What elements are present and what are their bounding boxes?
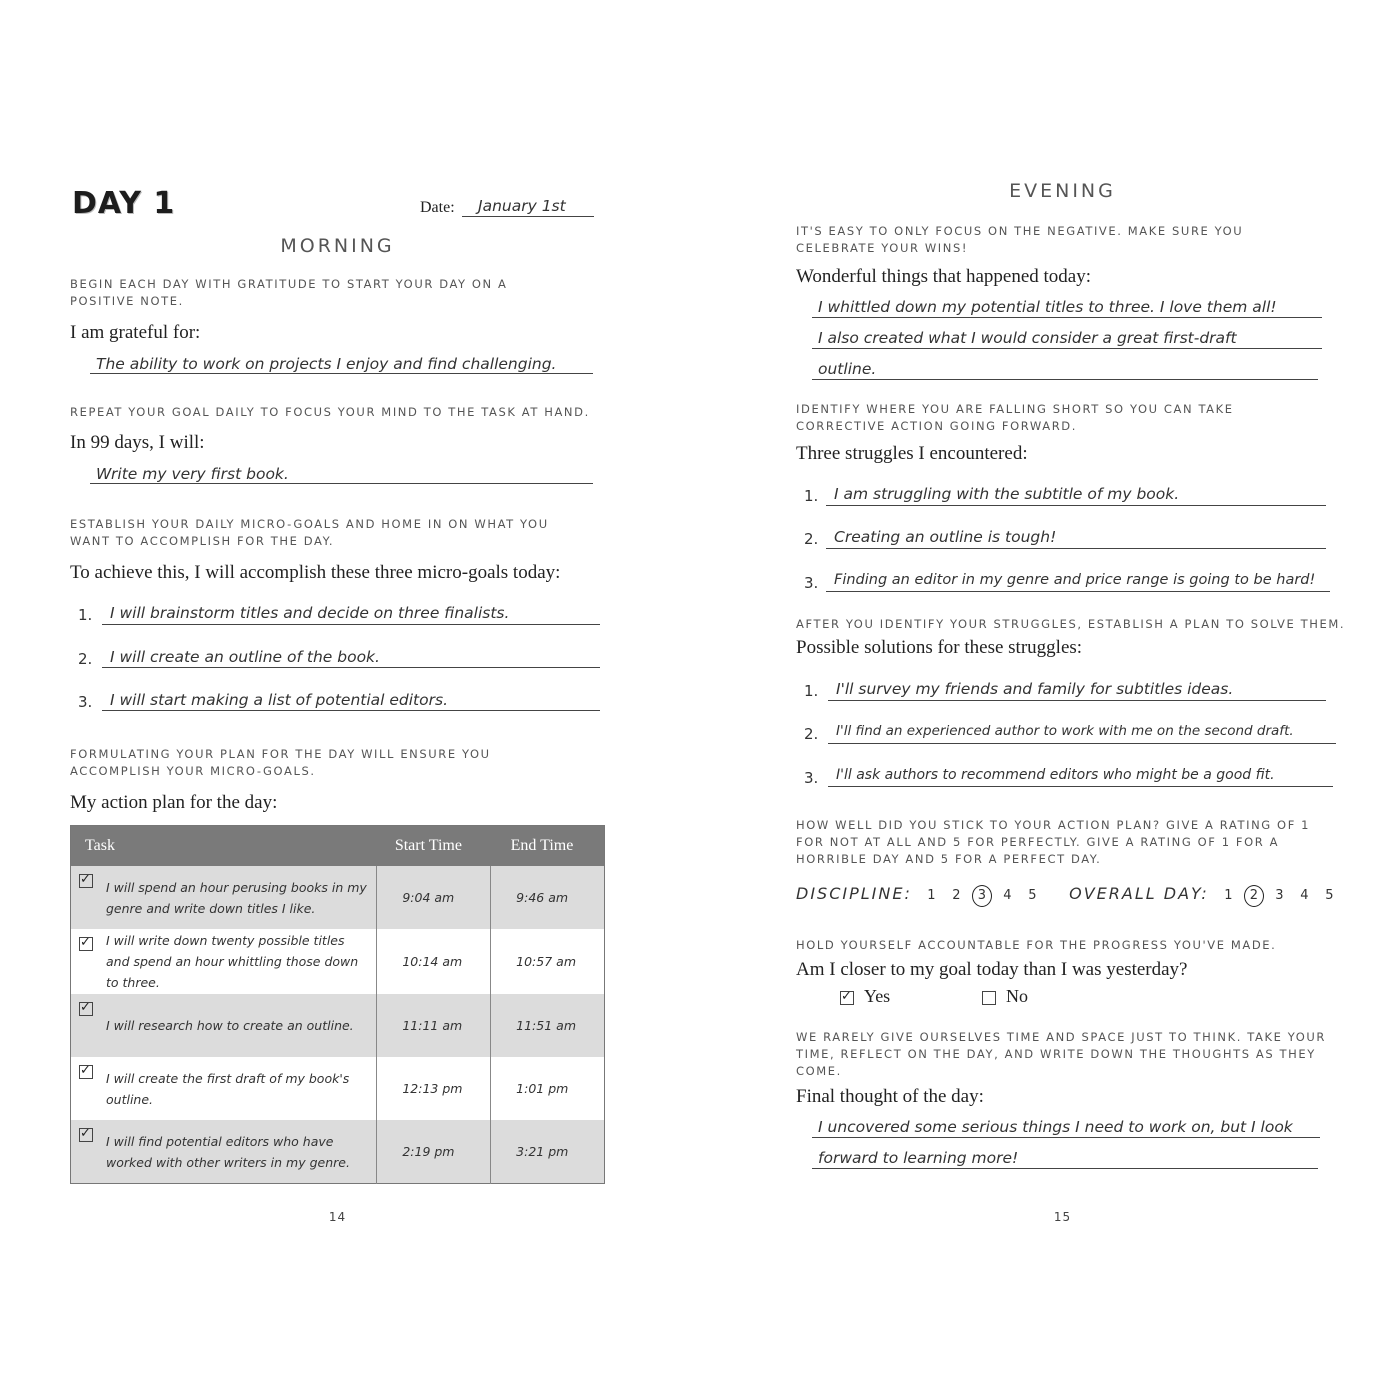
start-time-cell xyxy=(377,866,491,929)
no-label: No xyxy=(1006,986,1028,1006)
evening-section-title: EVENING xyxy=(1009,180,1116,202)
gratitude-line xyxy=(90,373,593,374)
wins-line xyxy=(812,317,1322,318)
discipline-rating-1[interactable]: 1 xyxy=(927,888,936,903)
checkbox-empty-icon[interactable] xyxy=(982,991,996,1005)
task-text: I will find potential editors who have worked with other writers in my genre. xyxy=(106,1133,350,1170)
yes-label: Yes xyxy=(864,986,891,1006)
overall-rating-2-selected[interactable]: 2 xyxy=(1244,885,1264,907)
date-line xyxy=(462,216,594,217)
struggle-text: Finding an editor in my genre and price range is going to be hard! xyxy=(834,572,1316,588)
task-cell xyxy=(71,1120,377,1184)
solutions-prompt: Possible solutions for these struggles: xyxy=(796,637,1083,658)
discipline-rating-2[interactable]: 2 xyxy=(952,888,961,903)
wins-instruction: IT'S EASY TO ONLY FOCUS ON THE NEGATIVE. MAKE SURE YOU CELEBRATE YOUR WINS! xyxy=(796,224,1244,255)
solution-text: I'll ask authors to recommend editors who might be a good fit. xyxy=(836,767,1275,783)
end-time: 1:01 pm xyxy=(516,1081,569,1096)
yes-option[interactable] xyxy=(840,986,890,1007)
final-thought-instruction: WE RARELY GIVE OURSELVES TIME AND SPACE JUST TO THINK. TAKE YOUR TIME, REFLECT ON THE DAY, AND WRITE DOWN THE THOUGHTS AS THEY COME. xyxy=(796,1030,1326,1078)
struggle-line xyxy=(826,548,1326,549)
final-thought-line-text: I uncovered some serious things I need to work on, but I look xyxy=(818,1118,1293,1136)
micro-goals-prompt: To achieve this, I will accomplish these three micro-goals today: xyxy=(70,562,561,583)
discipline-rating-3-selected[interactable]: 3 xyxy=(972,885,992,907)
discipline-label: DISCIPLINE: xyxy=(796,884,912,903)
morning-section-title: MORNING xyxy=(280,235,395,257)
struggles-instruction: IDENTIFY WHERE YOU ARE FALLING SHORT SO YOU CAN TAKE CORRECTIVE ACTION GOING FORWARD. xyxy=(796,402,1234,433)
struggle-line xyxy=(826,591,1330,592)
overall-day-scale xyxy=(1216,884,1342,903)
date-label: Date: xyxy=(420,199,455,216)
start-time: 12:13 pm xyxy=(402,1081,463,1096)
wins-line xyxy=(812,379,1318,380)
struggle-number: 1. xyxy=(804,487,819,505)
end-time: 10:57 am xyxy=(516,954,576,969)
struggle-text: I am struggling with the subtitle of my book. xyxy=(834,485,1180,503)
task-header: Task xyxy=(71,826,377,867)
solution-text: I'll survey my friends and family for subtitles ideas. xyxy=(836,680,1234,698)
start-time-cell xyxy=(377,1057,491,1120)
final-thought-line xyxy=(812,1168,1318,1169)
goal-prompt: In 99 days, I will: xyxy=(70,432,205,453)
start-time: 10:14 am xyxy=(402,954,463,969)
table-row xyxy=(71,1120,605,1184)
page-number: 14 xyxy=(328,1210,347,1224)
end-time-cell xyxy=(491,1120,605,1184)
start-time-header: Start Time xyxy=(377,826,491,867)
end-time-cell xyxy=(491,866,605,929)
end-time-cell xyxy=(491,1057,605,1120)
micro-goal-text: I will brainstorm titles and decide on three finalists. xyxy=(110,604,510,622)
wins-line-text: outline. xyxy=(818,360,877,378)
wins-prompt: Wonderful things that happened today: xyxy=(796,266,1092,287)
checkbox-checked-icon[interactable]: ✓ xyxy=(79,1002,93,1016)
end-time-cell xyxy=(491,929,605,994)
start-time: 2:19 pm xyxy=(402,1144,455,1159)
final-thought-line xyxy=(812,1137,1320,1138)
goal-instruction: REPEAT YOUR GOAL DAILY TO FOCUS YOUR MIND TO THE TASK AT HAND. xyxy=(70,405,590,419)
end-time-cell xyxy=(491,994,605,1057)
wins-line-text: I whittled down my potential titles to three. I love them all! xyxy=(818,298,1277,316)
wins-line xyxy=(812,348,1322,349)
gratitude-instruction: BEGIN EACH DAY WITH GRATITUDE TO START YOUR DAY ON A POSITIVE NOTE. xyxy=(70,277,508,308)
micro-goals-instruction: ESTABLISH YOUR DAILY MICRO-GOALS AND HOME IN ON WHAT YOU WANT TO ACCOMPLISH FOR THE DAY. xyxy=(70,517,549,548)
rating-row xyxy=(796,884,1342,907)
overall-rating-3[interactable]: 3 xyxy=(1275,888,1284,903)
checkbox-checked-icon[interactable]: ✓ xyxy=(840,991,854,1005)
rating-instruction: HOW WELL DID YOU STICK TO YOUR ACTION PLAN? GIVE A RATING OF 1 FOR NOT AT ALL AND 5 FOR PERFECTLY. GIVE A RATING OF 1 FOR A HORRIBLE DAY AND 5 FOR A PERFECT DAY. xyxy=(796,818,1311,866)
task-cell xyxy=(71,1057,377,1120)
solution-number: 1. xyxy=(804,682,819,700)
start-time: 11:11 am xyxy=(402,1018,463,1033)
solution-number: 2. xyxy=(804,725,819,743)
task-text: I will write down twenty possible titles and spend an hour whittling those down to three. xyxy=(106,933,359,990)
micro-goal-line xyxy=(102,710,600,711)
task-cell xyxy=(71,866,377,929)
discipline-rating-4[interactable]: 4 xyxy=(1003,888,1012,903)
overall-rating-4[interactable]: 4 xyxy=(1300,888,1309,903)
micro-goal-text: I will create an outline of the book. xyxy=(110,648,380,666)
start-time-cell xyxy=(377,1120,491,1184)
start-time: 9:04 am xyxy=(402,890,455,905)
solution-line xyxy=(828,786,1333,787)
start-time-cell xyxy=(377,994,491,1057)
gratitude-answer: The ability to work on projects I enjoy and find challenging. xyxy=(96,355,557,373)
day-title: DAY 1 xyxy=(72,186,176,221)
discipline-scale xyxy=(919,884,1045,903)
action-plan-table xyxy=(70,825,605,1184)
task-cell xyxy=(71,929,377,994)
task-text: I will research how to create an outline. xyxy=(106,1018,354,1033)
accountability-instruction: HOLD YOURSELF ACCOUNTABLE FOR THE PROGRESS YOU'VE MADE. xyxy=(796,938,1277,952)
struggle-line xyxy=(826,505,1326,506)
checkbox-checked-icon[interactable]: ✓ xyxy=(79,1065,93,1079)
table-header-row xyxy=(71,826,605,867)
start-time-cell xyxy=(377,929,491,994)
final-thought-prompt: Final thought of the day: xyxy=(796,1086,984,1107)
end-time: 9:46 am xyxy=(516,890,569,905)
right-page xyxy=(796,0,1346,1400)
micro-goal-number: 2. xyxy=(78,650,93,668)
table-row xyxy=(71,1057,605,1120)
date-value: January 1st xyxy=(478,197,566,215)
micro-goal-line xyxy=(102,624,600,625)
solutions-instruction: AFTER YOU IDENTIFY YOUR STRUGGLES, ESTABLISH A PLAN TO SOLVE THEM. xyxy=(796,617,1346,631)
solution-line xyxy=(828,743,1336,744)
wins-line-text: I also created what I would consider a great first-draft xyxy=(818,329,1237,347)
checkbox-checked-icon[interactable]: ✓ xyxy=(79,937,93,951)
overall-rating-1[interactable]: 1 xyxy=(1224,888,1233,903)
goal-answer: Write my very first book. xyxy=(96,465,289,483)
micro-goal-number: 3. xyxy=(78,693,93,711)
action-plan-prompt: My action plan for the day: xyxy=(70,792,278,813)
goal-line xyxy=(90,483,593,484)
struggles-prompt: Three struggles I encountered: xyxy=(796,443,1028,464)
page-number: 15 xyxy=(1053,1210,1072,1224)
overall-day-label: OVERALL DAY: xyxy=(1069,884,1209,903)
task-text: I will create the first draft of my book's outline. xyxy=(106,1070,350,1107)
solution-text: I'll find an experienced author to work with me on the second draft. xyxy=(836,723,1294,739)
micro-goal-number: 1. xyxy=(78,606,93,624)
task-text: I will spend an hour perusing books in my genre and write down titles I like. xyxy=(106,879,367,916)
struggle-number: 2. xyxy=(804,530,819,548)
struggle-number: 3. xyxy=(804,574,819,592)
table-row xyxy=(71,994,605,1057)
no-option[interactable] xyxy=(982,986,1028,1007)
solution-line xyxy=(828,700,1326,701)
overall-rating-5[interactable]: 5 xyxy=(1325,888,1334,903)
gratitude-prompt: I am grateful for: xyxy=(70,322,201,343)
accountability-prompt: Am I closer to my goal today than I was yesterday? xyxy=(796,959,1188,980)
table-row xyxy=(71,929,605,994)
end-time: 3:21 pm xyxy=(516,1144,569,1159)
end-time-header: End Time xyxy=(491,826,605,867)
task-cell xyxy=(71,994,377,1057)
solution-number: 3. xyxy=(804,769,819,787)
final-thought-line-text: forward to learning more! xyxy=(818,1149,1019,1167)
micro-goal-text: I will start making a list of potential editors. xyxy=(110,691,448,709)
checkbox-checked-icon[interactable]: ✓ xyxy=(79,1128,93,1142)
checkbox-checked-icon[interactable]: ✓ xyxy=(79,874,93,888)
end-time: 11:51 am xyxy=(516,1018,576,1033)
micro-goal-line xyxy=(102,667,600,668)
struggle-text: Creating an outline is tough! xyxy=(834,528,1057,546)
discipline-rating-5[interactable]: 5 xyxy=(1028,888,1037,903)
table-row xyxy=(71,866,605,929)
left-page xyxy=(70,0,610,1400)
action-plan-instruction: FORMULATING YOUR PLAN FOR THE DAY WILL ENSURE YOU ACCOMPLISH YOUR MICRO-GOALS. xyxy=(70,747,491,778)
